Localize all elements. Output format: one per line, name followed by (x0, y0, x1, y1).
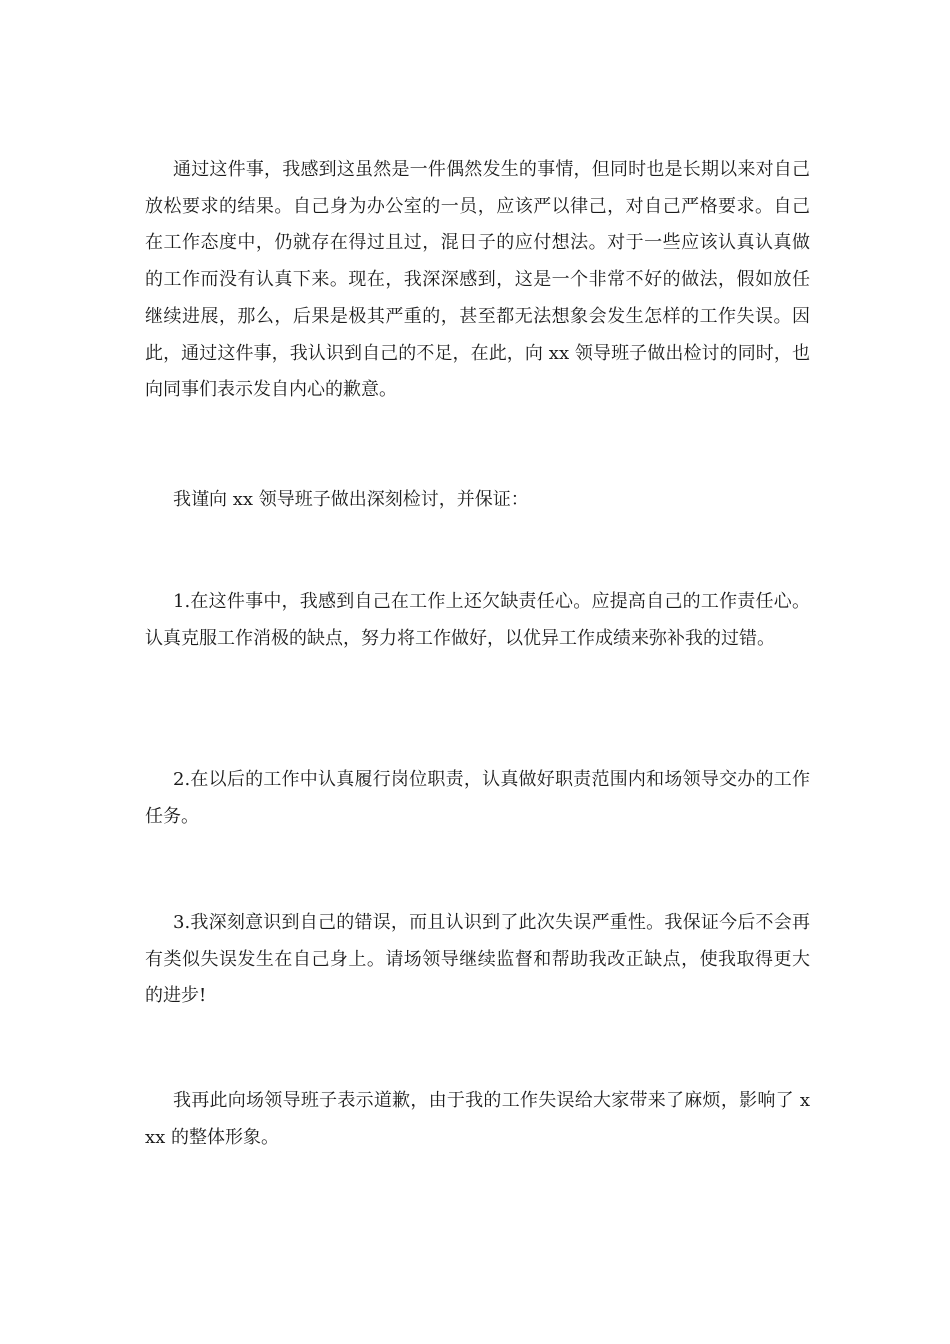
paragraph-pledge-2: 2.在以后的工作中认真履行岗位职责，认真做好职责范围内和场领导交办的工作任务。 (145, 769, 810, 827)
paragraph-reflection: 通过这件事，我感到这虽然是一件偶然发生的事情，但同时也是长期以来对自己放松要求的结果。自己身为办公室的一员，应该严以律己，对自己严格要求。自己在工作态度中，仍就存在得过且过，混日子的应付想法。对于一些应该认真认真做的工作而没有认真下来。现在，我深深感到，这是一个非常不好的做法，假如放任继续进展，那么，后果是极其严重的，甚至都无法想象会发生怎样的工作失误。因此，通过这件事，我认识到自己的不足，在此，向 xx 领导班子做出检讨的同时，也向同事们表示发自内心的歉意。 (145, 159, 810, 401)
paragraph-apology: 我再此向场领导班子表示道歉，由于我的工作失误给大家带来了麻烦，影响了 xxx 的整体形象。 (145, 1090, 810, 1148)
paragraph-pledge-1: 1.在这件事中，我感到自己在工作上还欠缺责任心。应提高自己的工作责任心。认真克服工作消极的缺点，努力将工作做好，以优异工作成绩来弥补我的过错。 (145, 591, 810, 649)
paragraph-pledge-intro: 我谨向 xx 领导班子做出深刻检讨，并保证： (173, 489, 529, 510)
paragraph-pledge-3: 3.我深刻意识到自己的错误，而且认识到了此次失误严重性。我保证今后不会再有类似失误发生在自己身上。请场领导继续监督和帮助我改正缺点，使我取得更大的进步! (145, 912, 810, 1007)
